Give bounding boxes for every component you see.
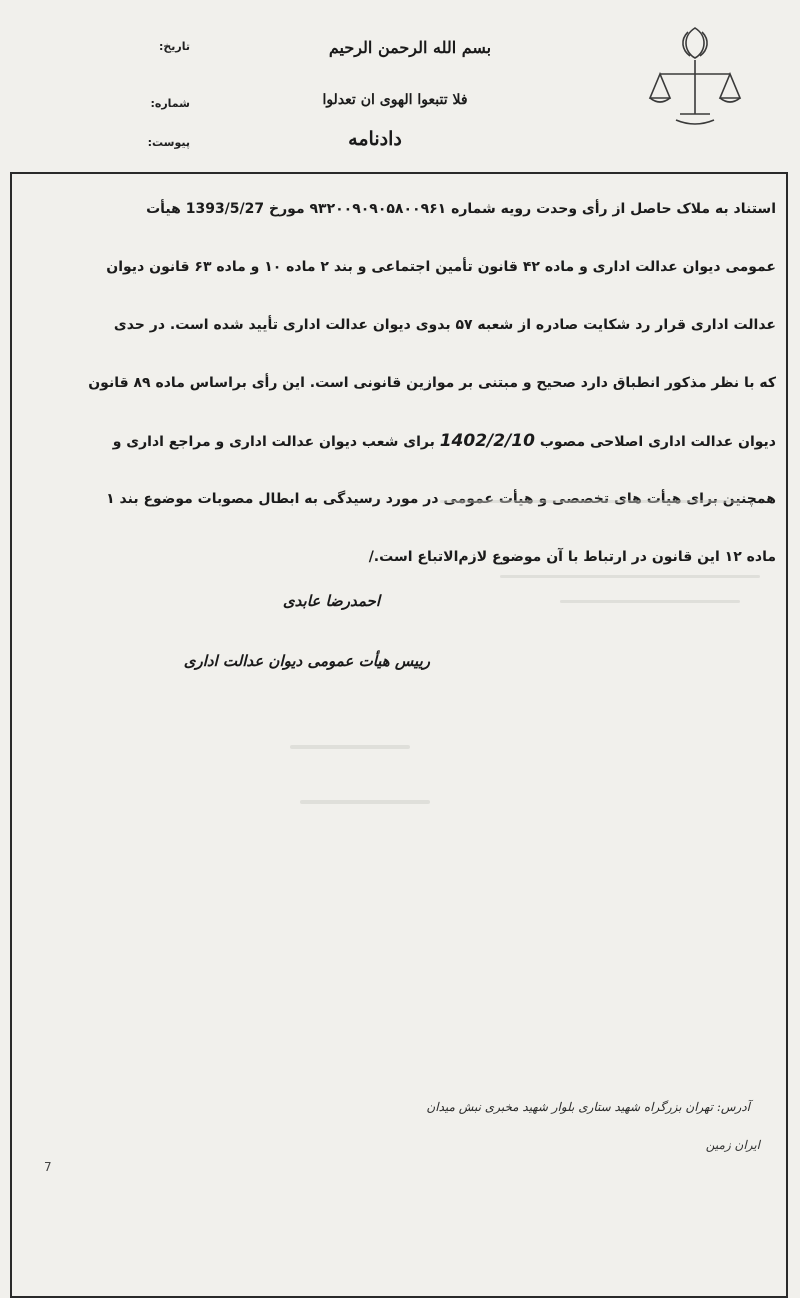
bleed-through-mark (560, 600, 740, 603)
ruling-text (22, 180, 776, 586)
ruling-line-1: استناد به ملاک حاصل از رأی وحدت رویه شماره ۹۳۲۰۰۹۰۹۰۵۸۰۰۹۶۱ مورخ 1393/5/27 هیأت (146, 201, 776, 217)
number-label: شماره: (150, 97, 190, 110)
ruling-line-5-end: برای شعب دیوان عدالت اداری و مراجع اداری و (112, 434, 435, 450)
basmala: بسم الله الرحمن الرحیم (328, 38, 492, 57)
attachment-label: پیوست: (147, 136, 190, 149)
footer-note: ایران زمین (705, 1138, 760, 1152)
ruling-line-6: همچنین برای هیأت های تخصصی و هیأت عمومی در مورد رسیدگی به ابطال مصوبات موضوع بند ۱ (106, 491, 776, 507)
footer-address: آدرس: تهران بزرگراه شهید ستاری بلوار شهید مخبری نبش میدان (426, 1100, 750, 1114)
signer-title: رییس هیأت عمومی دیوان عدالت اداری (183, 652, 430, 670)
bleed-through-mark (290, 745, 410, 749)
approval-date: 1402/2/10 (439, 431, 535, 451)
signer-name: احمدرضا عابدی (282, 592, 380, 610)
page-number: 7 (44, 1160, 52, 1174)
bleed-through-mark (500, 575, 760, 578)
ruling-line-7: ماده ۱۲ این قانون در ارتباط با آن موضوع لازم‌الاتباع است./ (368, 549, 776, 565)
ruling-line-2: عمومی دیوان عدالت اداری و ماده ۴۲ قانون تأمین اجتماعی و بند ۲ ماده ۱۰ و ماده ۶۳ قانون دیوان (106, 259, 776, 275)
ruling-line-5 (22, 412, 776, 470)
emblem-caption (640, 124, 740, 134)
ruling-line-5-start: دیوان عدالت اداری اصلاحی مصوب (539, 434, 776, 450)
bleed-through-mark (440, 500, 740, 503)
ruling-line-3: عدالت اداری قرار رد شکایت صادره از شعبه ۵۷ بدوی دیوان عدالت اداری تأیید شده است. در حدی (113, 317, 776, 333)
date-label: تاریخ: (158, 40, 190, 53)
ruling-line-4: که با نظر مذکور انطباق دارد صحیح و مبتنی بر موازین قانونی است. این رأی براساس ماده ۸۹ قانون (88, 375, 776, 391)
bleed-through-mark (300, 800, 430, 804)
quran-verse: فلا تتبعوا الهوی ان تعدلوا (322, 92, 468, 108)
document-title: دادنامه (348, 128, 402, 150)
